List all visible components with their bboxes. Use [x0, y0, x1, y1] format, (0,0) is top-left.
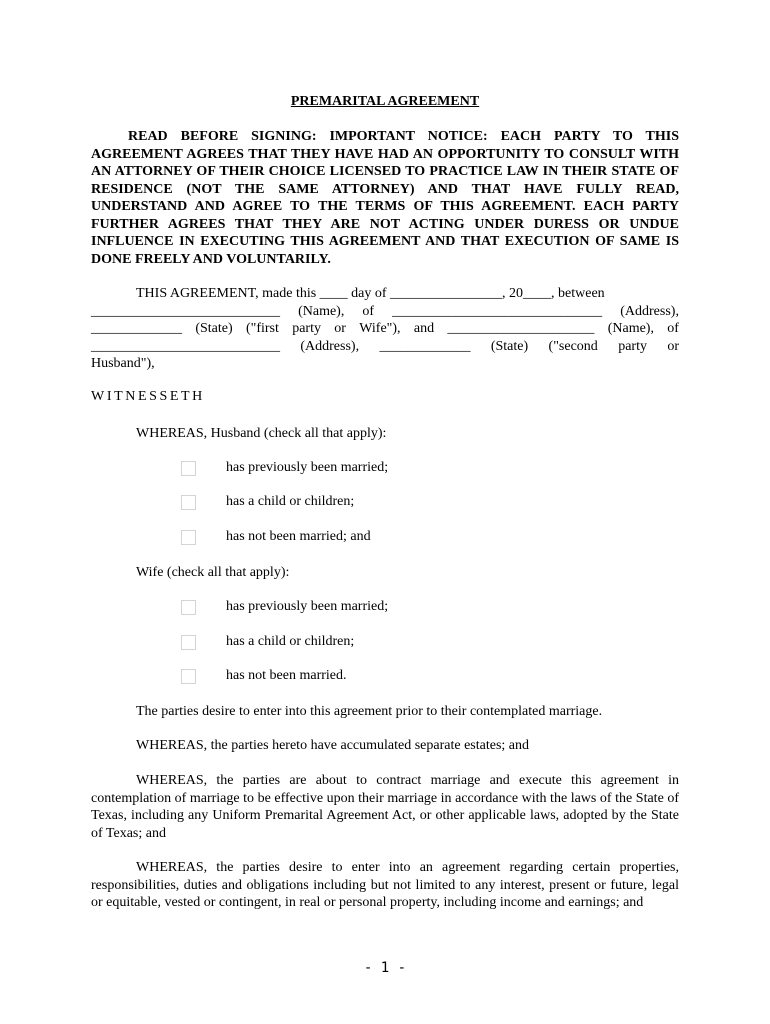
husband-option-not-married: [181, 528, 371, 546]
checkbox[interactable]: [181, 461, 196, 476]
page-number: - 1 -: [363, 960, 407, 976]
desire-paragraph: The parties desire to enter into this agreement prior to their contemplated marriage.: [136, 704, 603, 719]
agreement-line-5: Husband"),: [91, 356, 155, 371]
option-label: has a child or children;: [226, 634, 355, 649]
whereas-properties-paragraph: WHEREAS, the parties desire to enter into an agreement regarding certain properties, responsibilities, duties and obligations including but not limited to any interest, present or future, legal or equitable, vested or contingent, in real or personal property, including income and earnings; and: [91, 860, 679, 910]
notice-text: READ BEFORE SIGNING: IMPORTANT NOTICE: EACH PARTY TO THIS AGREEMENT AGREES THAT THEY HAVE HAD AN OPPORTUNITY TO CONSULT WITH AN ATTORNEY OF THEIR CHOICE LICENSED TO PRACTICE LAW IN THEIR STATE OF RESIDENCE (NOT THE SAME ATTORNEY) AND THAT HAVE FULLY READ, UNDERSTAND AND AGREE TO THE TERMS OF THIS AGREEMENT. EACH PARTY FURTHER AGREES THAT THEY ARE NOT ACTING UNDER DURESS OR UNDUE INFLUENCE IN EXECUTING THIS AGREEMENT AND THAT EXECUTION OF SAME IS DONE FREELY AND VOLUNTARILY.: [91, 129, 679, 267]
checkbox[interactable]: [181, 530, 196, 545]
witnesseth-heading: WITNESSETH: [91, 389, 205, 404]
option-label: has a child or children;: [226, 494, 355, 509]
agreement-line-3: _____________ (State) ("first party or Wife"), and _____________________ (Name), of: [91, 321, 679, 336]
wife-option-previously-married: [181, 598, 389, 616]
husband-option-child: [181, 493, 355, 511]
option-label: has not been married; and: [226, 529, 371, 544]
checkbox[interactable]: [181, 600, 196, 615]
checkbox[interactable]: [181, 495, 196, 510]
wife-option-not-married: [181, 667, 347, 685]
agreement-line-2: ___________________________ (Name), of ______________________________ (Address),: [91, 303, 679, 319]
husband-option-previously-married: [181, 459, 389, 477]
whereas-estates-paragraph: WHEREAS, the parties hereto have accumulated separate estates; and: [136, 738, 530, 753]
important-notice: [91, 128, 679, 268]
document-title: PREMARITAL AGREEMENT: [290, 94, 480, 109]
option-label: has previously been married;: [226, 599, 389, 614]
checkbox[interactable]: [181, 635, 196, 650]
agreement-line-1: THIS AGREEMENT, made this ____ day of ________________, 20____, between: [136, 286, 605, 301]
wife-option-child: [181, 633, 355, 651]
agreement-line-4: ___________________________ (Address), _____________ (State) ("second party or: [91, 338, 679, 354]
option-label: has previously been married;: [226, 460, 389, 475]
wife-heading: Wife (check all that apply):: [136, 565, 290, 580]
agreement-parties-paragraph: [91, 285, 679, 373]
option-label: has not been married.: [226, 668, 347, 683]
husband-heading: WHEREAS, Husband (check all that apply):: [136, 426, 387, 441]
whereas-marriage-paragraph: WHEREAS, the parties are about to contract marriage and execute this agreement in contemplation of marriage to be effective upon their marriage in accordance with the laws of the State of Texas, including any Uniform Premarital Agreement Act, or other applicable laws, adopted by the State of Texas; and: [91, 773, 679, 841]
checkbox[interactable]: [181, 669, 196, 684]
